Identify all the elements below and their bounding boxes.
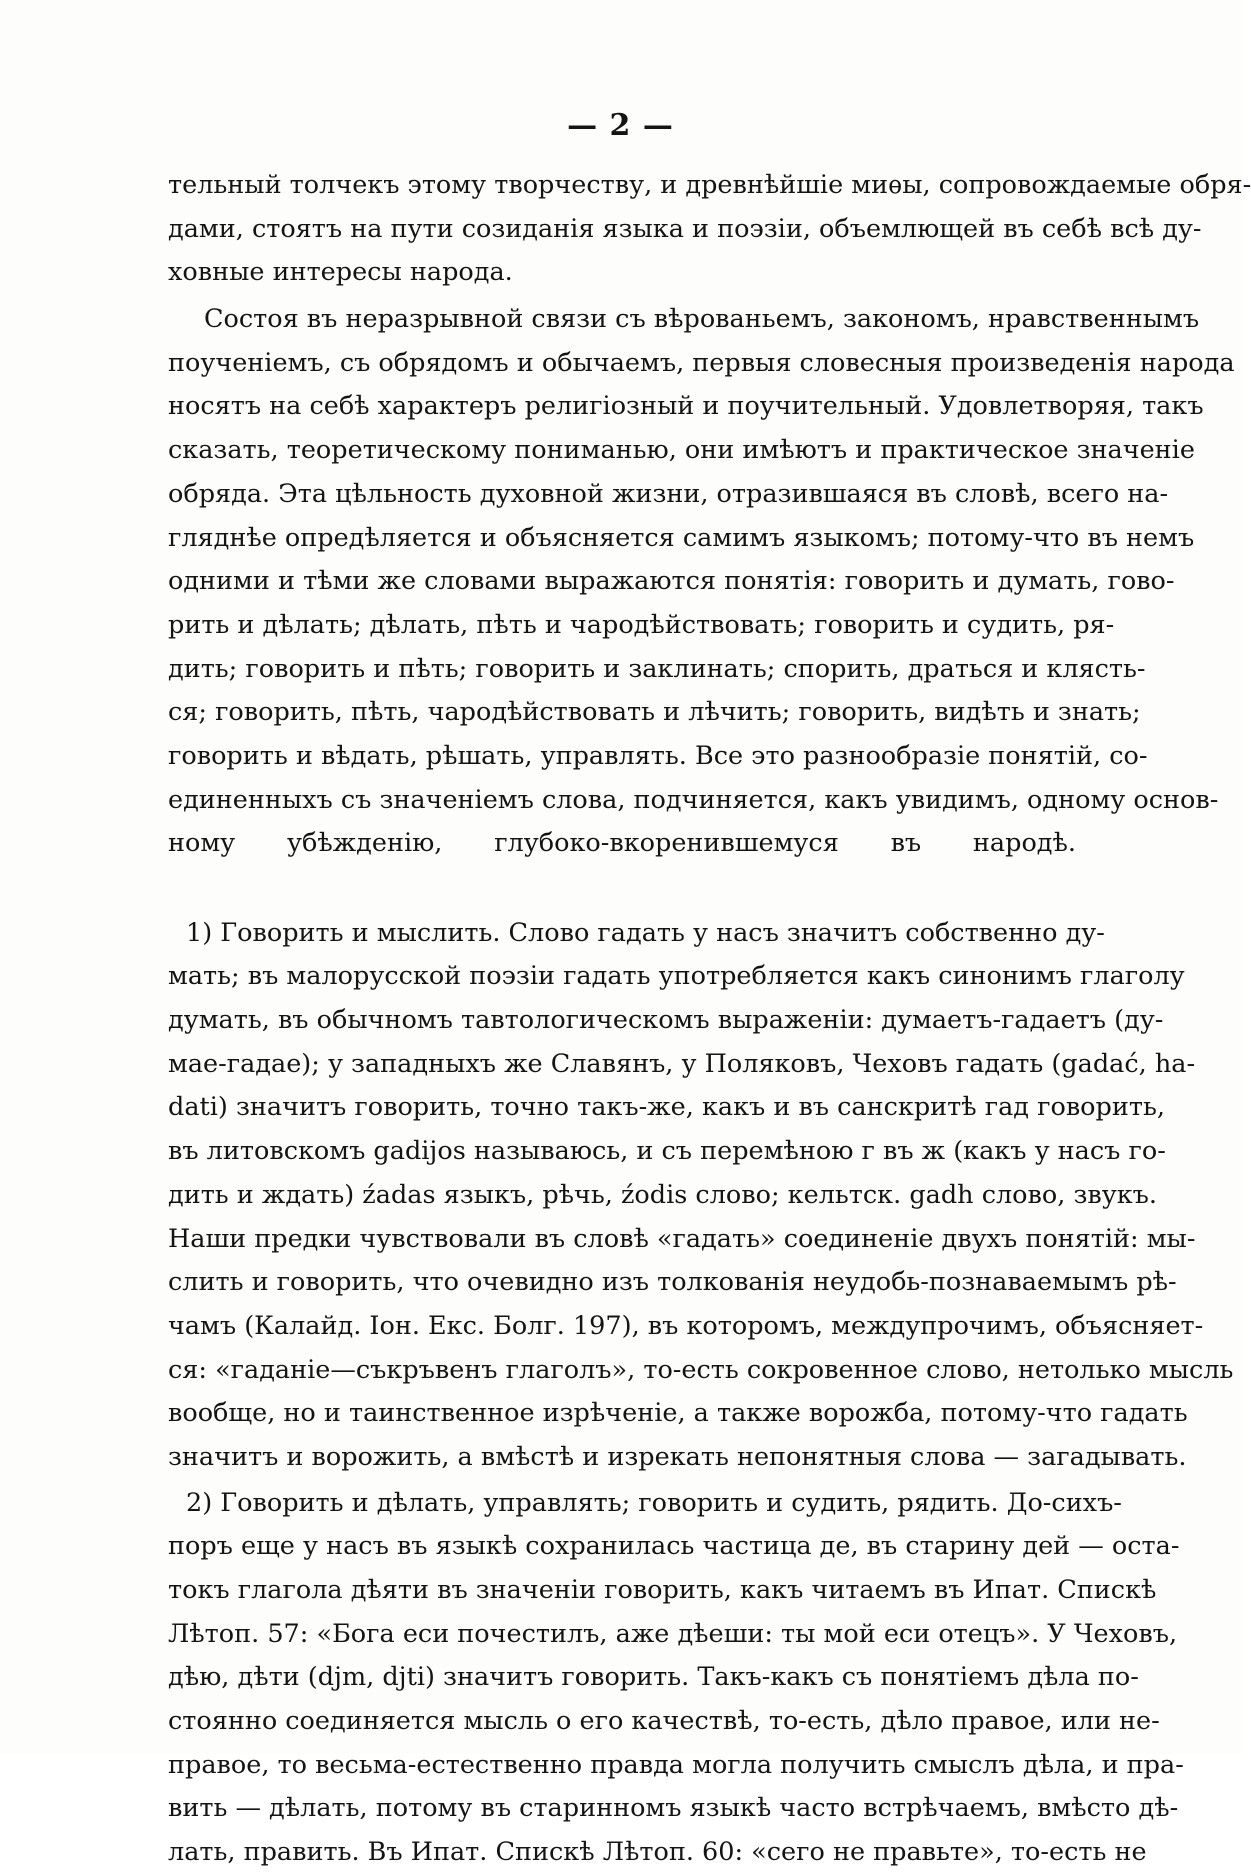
text-line: дѣю, дѣти (djm, djti) значитъ говорить. Такъ-какъ съ понятіемъ дѣла по-: [168, 1662, 1139, 1693]
text-line: Наши предки чувствовали въ словѣ «гадать» соединеніе двухъ понятій: мы-: [168, 1223, 1196, 1254]
text-line: мае-гадае); у западныхъ же Славянъ, у Поляковъ, Чеховъ гадать (gadać, ha-: [168, 1048, 1196, 1079]
text-line: поръ еще у насъ въ языкѣ сохранилась частица де, въ старину дей — оста-: [168, 1531, 1180, 1562]
text-line: слить и говорить, что очевидно изъ толкованія неудобь-познаваемымъ рѣ-: [168, 1267, 1177, 1298]
text-line: единенныхъ съ значеніемъ слова, подчиняется, какъ увидимъ, одному основ-: [168, 784, 1219, 815]
text-line: тельный толчекъ этому творчеству, и древнѣйшіе миѳы, сопровождаемые обря-: [168, 170, 1251, 200]
text-line: dati) значитъ говорить, точно такъ-же, какъ и въ санскритѣ гад говорить,: [168, 1092, 1165, 1123]
text-line: дить; говорить и пѣть; говорить и заклинать; спорить, драться и клясть-: [168, 653, 1146, 684]
text-line: рить и дѣлать; дѣлать, пѣть и чародѣйствовать; говорить и судить, ря-: [168, 609, 1115, 640]
paragraph-3: [168, 912, 1234, 1480]
text-line: токъ глагола дѣяти въ значеніи говорить, какъ читаемъ въ Ипат. Спискѣ: [168, 1575, 1157, 1605]
text-line: ному убѣжденію, глубоко-вкоренившемуся въ народѣ.: [168, 828, 1076, 859]
text-line: Состоя въ неразрывной связи съ вѣрованьемъ, закономъ, нравственнымъ: [204, 304, 1200, 335]
text-line: Лѣтоп. 57: «Бога еси почестилъ, аже дѣеши: ты мой еси отецъ». У Чеховъ,: [168, 1618, 1178, 1649]
text-line: стоянно соединяется мысль о его качествѣ, то-есть, дѣло правое, или не-: [168, 1706, 1160, 1737]
text-line: думать, въ обычномъ тавтологическомъ выраженіи: думаетъ-гадаетъ (ду-: [168, 1005, 1164, 1036]
page-number: — 2 —: [567, 108, 674, 143]
text-line: сказать, теоретическому пониманью, они имѣютъ и практическое значеніе: [168, 435, 1195, 466]
text-line: одними и тѣми же словами выражаются понятія: говорить и думать, гово-: [168, 566, 1175, 597]
text-line: говорить и вѣдать, рѣшать, управлять. Все это разнообразіе понятій, со-: [168, 740, 1148, 771]
text-line: чамъ (Калайд. Іон. Екс. Болг. 197), въ которомъ, междупрочимъ, объясняет-: [168, 1310, 1204, 1341]
text-line: дами, стоятъ на пути созиданія языка и поэзіи, объемлющей въ себѣ всѣ ду-: [168, 213, 1202, 244]
text-line: поученіемъ, съ обрядомъ и обычаемъ, первыя словесныя произведенія народа: [168, 347, 1235, 378]
text-line: дить и ждать) źadas языкъ, рѣчь, źodis слово; кельтск. gadh слово, звукъ.: [168, 1179, 1157, 1210]
paragraph-4: [168, 1482, 1184, 1875]
text-line: ся; говорить, пѣть, чародѣйствовать и лѣчить; говорить, видѣть и знать;: [168, 697, 1141, 728]
body-text: [168, 164, 1251, 1875]
paragraph-2: [168, 298, 1235, 910]
text-line: гляднѣе опредѣляется и объясняется самимъ языкомъ; потому-что въ немъ: [168, 522, 1195, 553]
text-line: въ литовскомъ gadijos называюсь, и съ перемѣною г въ ж (какъ у насъ го-: [168, 1136, 1166, 1167]
text-line: вообще, но и таинственное изрѣченіе, а также ворожба, потому-что гадать: [168, 1398, 1188, 1429]
text-line: 1) Говорить и мыслить. Слово гадать у насъ значитъ собственно ду-: [186, 917, 1105, 948]
text-line: ховные интересы народа.: [168, 257, 513, 288]
text-line: [168, 866, 1076, 910]
text-line: правое, то весьма-естественно правда могла получить смыслъ дѣла, и пра-: [168, 1749, 1184, 1780]
text-line: ся: «гаданіе—съкръвенъ глаголъ», то-есть сокровенное слово, нетолько мысль: [168, 1354, 1234, 1385]
text-line: лать, править. Въ Ипат. Спискѣ Лѣтоп. 60: «сего не правьте», то-есть не: [168, 1837, 1147, 1868]
text-line: обряда. Эта цѣльность духовной жизни, отразившаяся въ словѣ, всего на-: [168, 478, 1169, 509]
text-line: 2) Говорить и дѣлать, управлять; говорить и судить, рядить. До-сихъ-: [186, 1487, 1122, 1518]
text-line: носятъ на себѣ характеръ религіозный и поучительный. Удовлетворяя, такъ: [168, 391, 1204, 422]
paragraph-1: [168, 164, 1251, 295]
text-line: значитъ и ворожить, а вмѣстѣ и изрекать непонятныя слова — загадывать.: [168, 1441, 1187, 1472]
text-line: вить — дѣлать, потому въ старинномъ языкѣ часто встрѣчаемъ, вмѣсто дѣ-: [168, 1793, 1179, 1824]
text-line: мать; въ малорусской поэзіи гадать употребляется какъ синонимъ глаголу: [168, 961, 1185, 992]
